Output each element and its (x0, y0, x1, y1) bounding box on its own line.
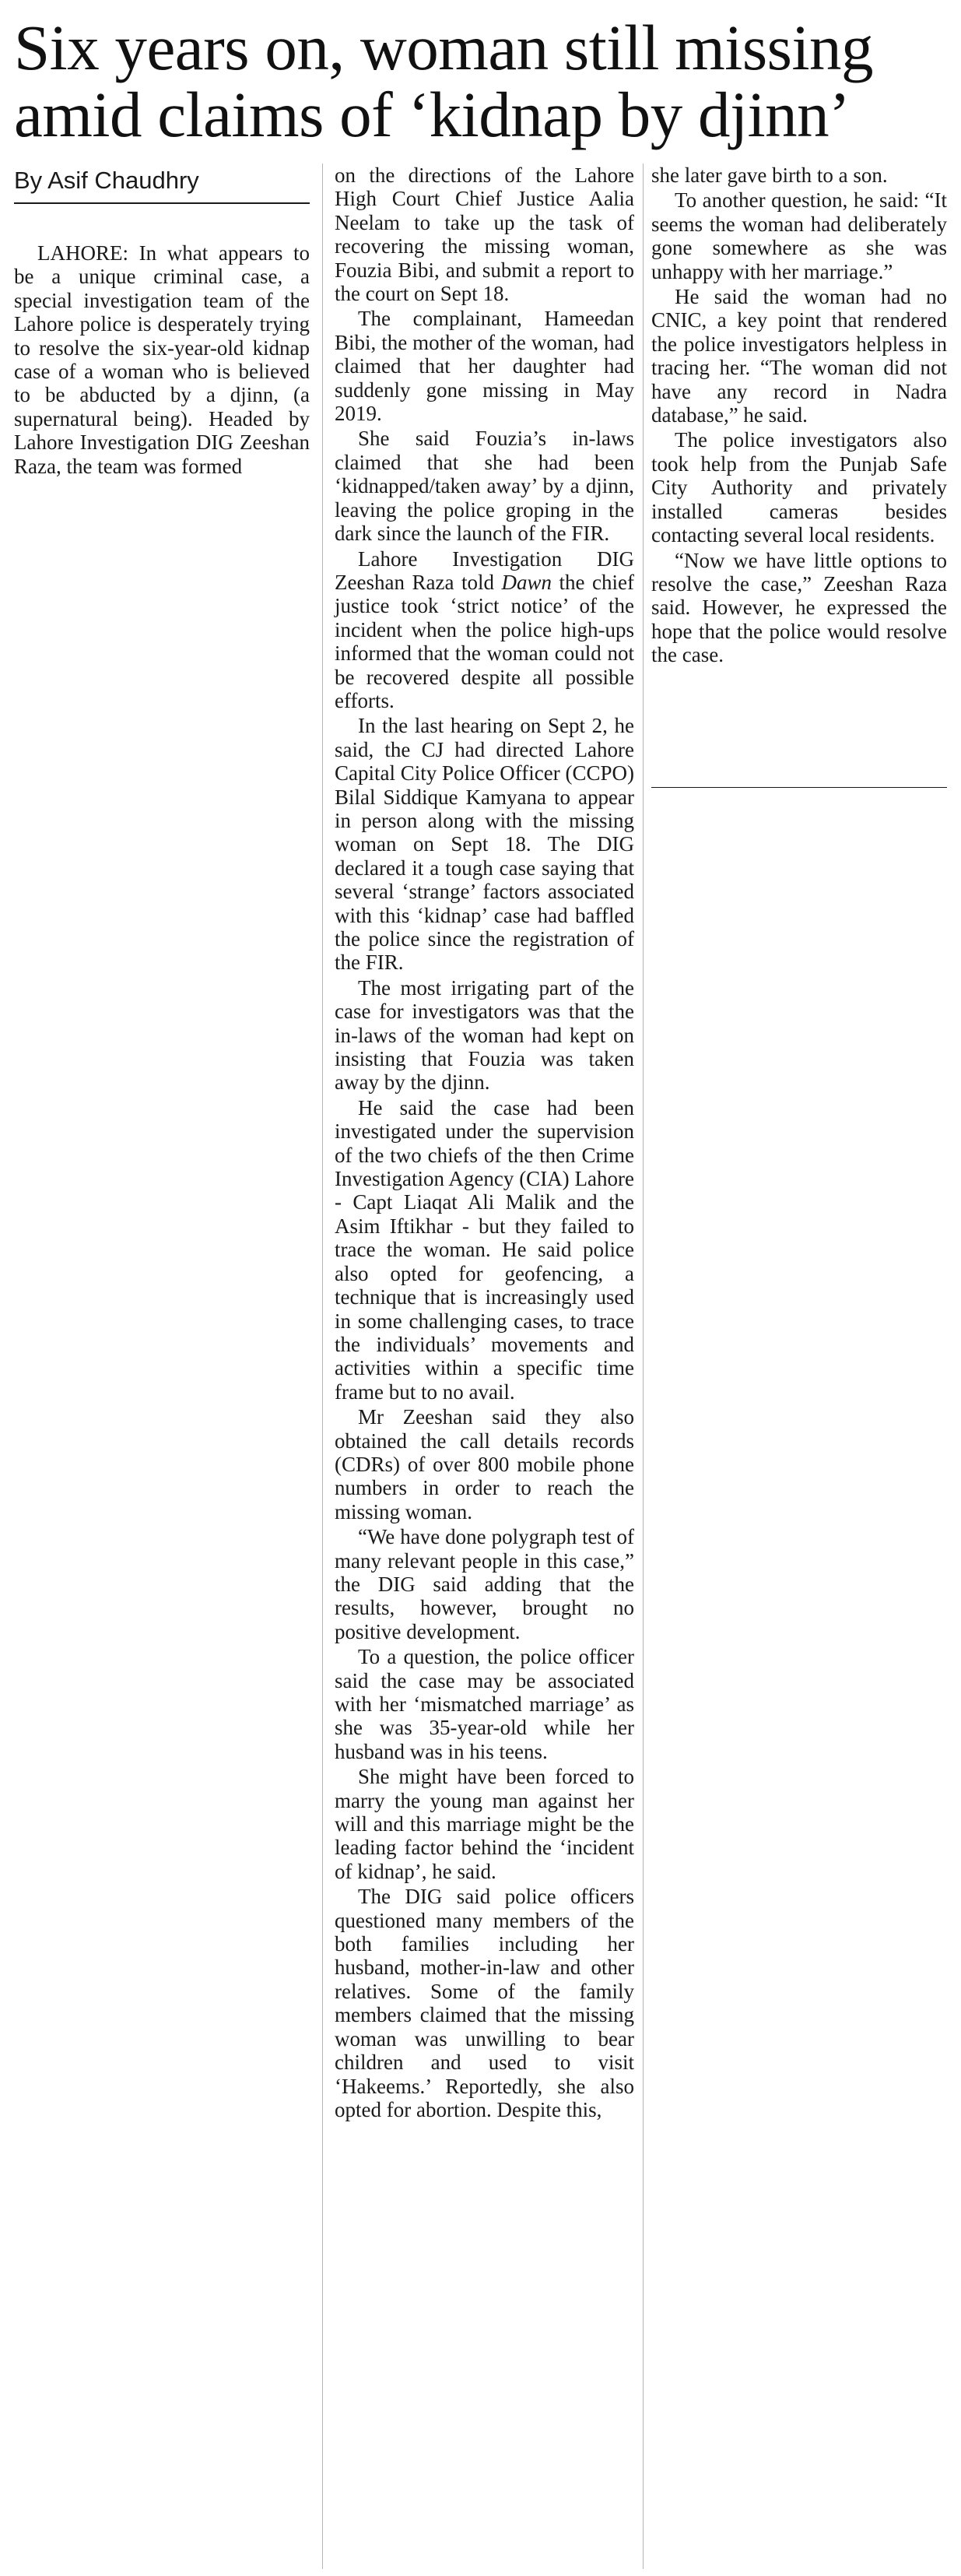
paragraph: on the directions of the Lahore High Court Chief Justice Aalia Neelam to take up the task of recovering the missing woman, Fouzia Bibi, and submit a report to the court on Sept 18. (335, 163, 634, 306)
paragraph-text: Lahore Investigation DIG Zeeshan Raza told (335, 546, 634, 594)
paragraph: The most irrigating part of the case for investigators was that the in-laws of the woman had kept on insisting that Fouzia was taken away by the djinn. (335, 975, 634, 1095)
byline-rule (14, 202, 310, 204)
headline-line-2: amid claims of ‘kidnap by djinn’ (14, 79, 851, 150)
paragraph: In the last hearing on Sept 2, he said, the CJ had directed Lahore Capital City Police Officer (CCPO) Bilal Siddique Kamyana to appear in person along with the missing woman on Sept 18. The DIG declared it a tough case saying that several ‘strange’ factors associated with this ‘kidnap’ case had baffled the police since the registration of the FIR. (335, 714, 634, 975)
byline: By Asif Chaudhry (14, 167, 199, 194)
paragraph: He said the woman had no CNIC, a key point that rendered the police investigators helpless in tracing her. “The woman did not have any record in Nadra database,” he said. (651, 285, 947, 427)
headline-line-1: Six years on, woman still missing (14, 12, 873, 83)
paragraph: To a question, the police officer said the case may be associated with her ‘mismatched marriage’ as she was 35-year-old while her husband was in his teens. (335, 1645, 634, 1763)
dateline-paragraph: LAHORE: In what appears to be a unique criminal case, a special investigation team of the Lahore police is desperately trying to resolve the six-year-old kidnap case of a woman who is believed to be abducted by a djinn, (a supernatural being). Headed by Lahore Investigation DIG Zeeshan Raza, the team was formed (14, 241, 310, 478)
column-divider (643, 163, 644, 2569)
paragraph-dawn (335, 547, 634, 713)
column-divider (322, 163, 323, 2569)
article-column-2 (335, 163, 634, 2121)
paragraph: “Now we have little options to resolve the case,” Zeeshan Raza said. However, he expressed the hope that the police would resolve the case. (651, 548, 947, 667)
paragraph: she later gave birth to a son. (651, 163, 888, 187)
article-end-rule (651, 787, 947, 788)
paragraph: The police investigators also took help from the Punjab Safe City Authority and privately installed cameras besides contacting several local residents. (651, 428, 947, 547)
paragraph: He said the case had been investigated under the supervision of the two chiefs of the then Crime Investigation Agency (CIA) Lahore - Capt Liaqat Ali Malik and the Asim Iftikhar - but they failed to trace the woman. He said police also opted for geofencing, a technique that is increasingly used in some challenging cases, to trace the individuals’ movements and activities within a specific time frame but to no avail. (335, 1095, 634, 1404)
paragraph: To another question, he said: “It seems the woman had deliberately gone somewhere as she was unhappy with her marriage.” (651, 188, 947, 283)
paragraph: She said Fouzia’s in-laws claimed that she had been ‘kidnapped/taken away’ by a djinn, leaving the police groping in the dark since the launch of the FIR. (335, 427, 634, 546)
paragraph: The complainant, Hameedan Bibi, the mother of the woman, had claimed that her daughter had suddenly gone missing in May 2019. (335, 307, 634, 426)
headline (14, 14, 948, 148)
article-column-3 (651, 163, 947, 667)
paragraph: She might have been forced to marry the young man against her will and this marriage might be the leading factor behind the ‘incident of kidnap’, he said. (335, 1765, 634, 1883)
paragraph: The DIG said police officers questioned many members of the both families including her husband, mother-in-law and other relatives. Some of the family members claimed that the missing woman was unwilling to bear children and used to visit ‘Hakeems.’ Reportedly, she also opted for abortion. Despite this, (335, 1885, 634, 2121)
paragraph: “We have done polygraph test of many relevant people in this case,” the DIG said adding that the results, however, brought no positive development. (335, 1525, 634, 1643)
article-column-1 (14, 241, 310, 478)
paragraph-text: the chief justice took ‘strict notice’ of the incident when the police high-ups informed that the woman could not be recovered despite all possible efforts. (335, 570, 634, 712)
paragraph: Mr Zeeshan said they also obtained the call details records (CDRs) of over 800 mobile phone numbers in order to reach the missing woman. (335, 1405, 634, 1523)
publication-name: Dawn (501, 570, 552, 594)
